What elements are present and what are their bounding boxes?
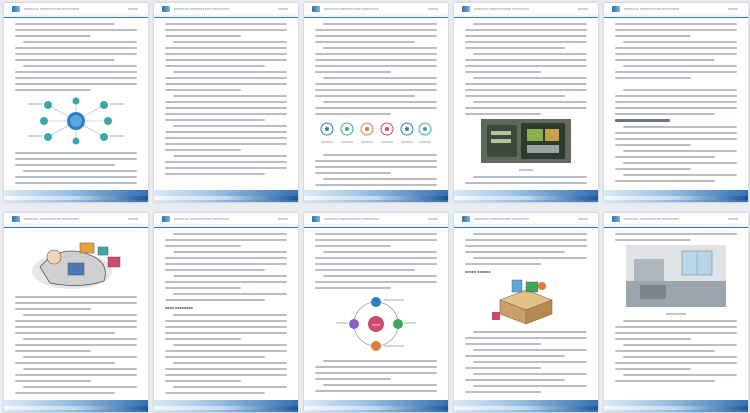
- brand-mark-icon: [312, 6, 320, 12]
- page-body: [315, 233, 437, 396]
- page-footer: [454, 400, 598, 412]
- page-header: [304, 213, 448, 228]
- document-page-6[interactable]: [4, 213, 148, 412]
- page-header: [604, 3, 748, 18]
- header-right-text: xxxxx: [728, 216, 738, 221]
- page-footer: [604, 190, 748, 202]
- page-footer: [154, 400, 298, 412]
- process-chevron-diagram: [317, 119, 435, 149]
- page-header: [454, 213, 598, 228]
- header-text: xxxxxxx xxxxxxxxxx xxxxxxxx: [324, 6, 379, 11]
- page-footer: [304, 190, 448, 202]
- page-footer: [604, 400, 748, 412]
- brand-mark-icon: [162, 6, 170, 12]
- document-page-9[interactable]: [454, 213, 598, 412]
- header-right-text: xxxxx: [278, 6, 288, 11]
- header-text: xxxxxxx xxxxxxxxxx xxxxxxxx: [174, 216, 229, 221]
- page-body: [165, 23, 287, 186]
- photo-caption: xxxxxxx: [519, 167, 533, 172]
- section-heading: xxxx xxxxxxxx: [165, 305, 193, 310]
- page-thumbnail-grid: [4, 3, 748, 412]
- page-body: [615, 233, 737, 396]
- header-right-text: xxxxx: [428, 6, 438, 11]
- page-header: [154, 3, 298, 18]
- page-header: [604, 213, 748, 228]
- page-header: [4, 3, 148, 18]
- brand-mark-icon: [462, 6, 470, 12]
- header-right-text: xxxxx: [728, 6, 738, 11]
- header-text: xxxxxxx xxxxxxxxxx xxxxxxxx: [24, 6, 79, 11]
- document-page-8[interactable]: [304, 213, 448, 412]
- page-body: [465, 23, 587, 186]
- page-body: [615, 23, 737, 186]
- brand-mark-icon: [162, 216, 170, 222]
- device-photo: [481, 119, 571, 163]
- document-page-1[interactable]: [4, 3, 148, 202]
- document-page-2[interactable]: [154, 3, 298, 202]
- header-right-text: xxxxx: [578, 6, 588, 11]
- section-heading: xxxxx xxxxxx: [465, 269, 491, 274]
- page-footer: [4, 400, 148, 412]
- page-header: [154, 213, 298, 228]
- page-body: [165, 233, 287, 396]
- header-text: xxxxxxx xxxxxxxxxx xxxxxxxx: [174, 6, 229, 11]
- page-footer: [304, 400, 448, 412]
- header-right-text: xxxxx: [278, 216, 288, 221]
- document-page-10[interactable]: [604, 213, 748, 412]
- header-right-text: xxxxx: [428, 216, 438, 221]
- page-footer: [154, 190, 298, 202]
- page-footer: [454, 190, 598, 202]
- cycle-hub-label: xxxx: [372, 322, 380, 327]
- document-page-3[interactable]: [304, 3, 448, 202]
- page-body: [465, 233, 587, 396]
- page-body: [315, 23, 437, 186]
- hub-and-spoke-diagram: [26, 95, 126, 147]
- page-footer: [4, 190, 148, 202]
- header-right-text: xxxxx: [128, 6, 138, 11]
- header-text: xxxxxxx xxxxxxxxxx xxxxxxxx: [474, 216, 529, 221]
- header-text: xxxxxxx xxxxxxxxxx xxxxxxxx: [624, 216, 679, 221]
- header-right-text: xxxxx: [128, 216, 138, 221]
- brand-mark-icon: [12, 6, 20, 12]
- document-page-7[interactable]: [154, 213, 298, 412]
- illustration-cartoon: [20, 237, 132, 291]
- brand-mark-icon: [462, 216, 470, 222]
- document-page-5[interactable]: [604, 3, 748, 202]
- room-photo: [626, 245, 726, 307]
- box-illustration: [486, 278, 566, 326]
- document-page-4[interactable]: [454, 3, 598, 202]
- brand-mark-icon: [612, 6, 620, 12]
- cycle-diagram: [334, 293, 418, 355]
- page-body: [15, 233, 137, 396]
- page-body: [15, 23, 137, 186]
- header-text: xxxxxxx xxxxxxxxxx xxxxxxxx: [24, 216, 79, 221]
- brand-mark-icon: [612, 216, 620, 222]
- page-header: [454, 3, 598, 18]
- header-text: xxxxxxx xxxxxxxxxx xxxxxxxx: [474, 6, 529, 11]
- header-text: xxxxxxx xxxxxxxxxx xxxxxxxx: [324, 216, 379, 221]
- page-header: [4, 213, 148, 228]
- brand-mark-icon: [312, 216, 320, 222]
- header-right-text: xxxxx: [578, 216, 588, 221]
- header-text: xxxxxxx xxxxxxxxxx xxxxxxxx: [624, 6, 679, 11]
- page-header: [304, 3, 448, 18]
- photo-caption: xxxxxxxxxx: [666, 311, 686, 316]
- brand-mark-icon: [12, 216, 20, 222]
